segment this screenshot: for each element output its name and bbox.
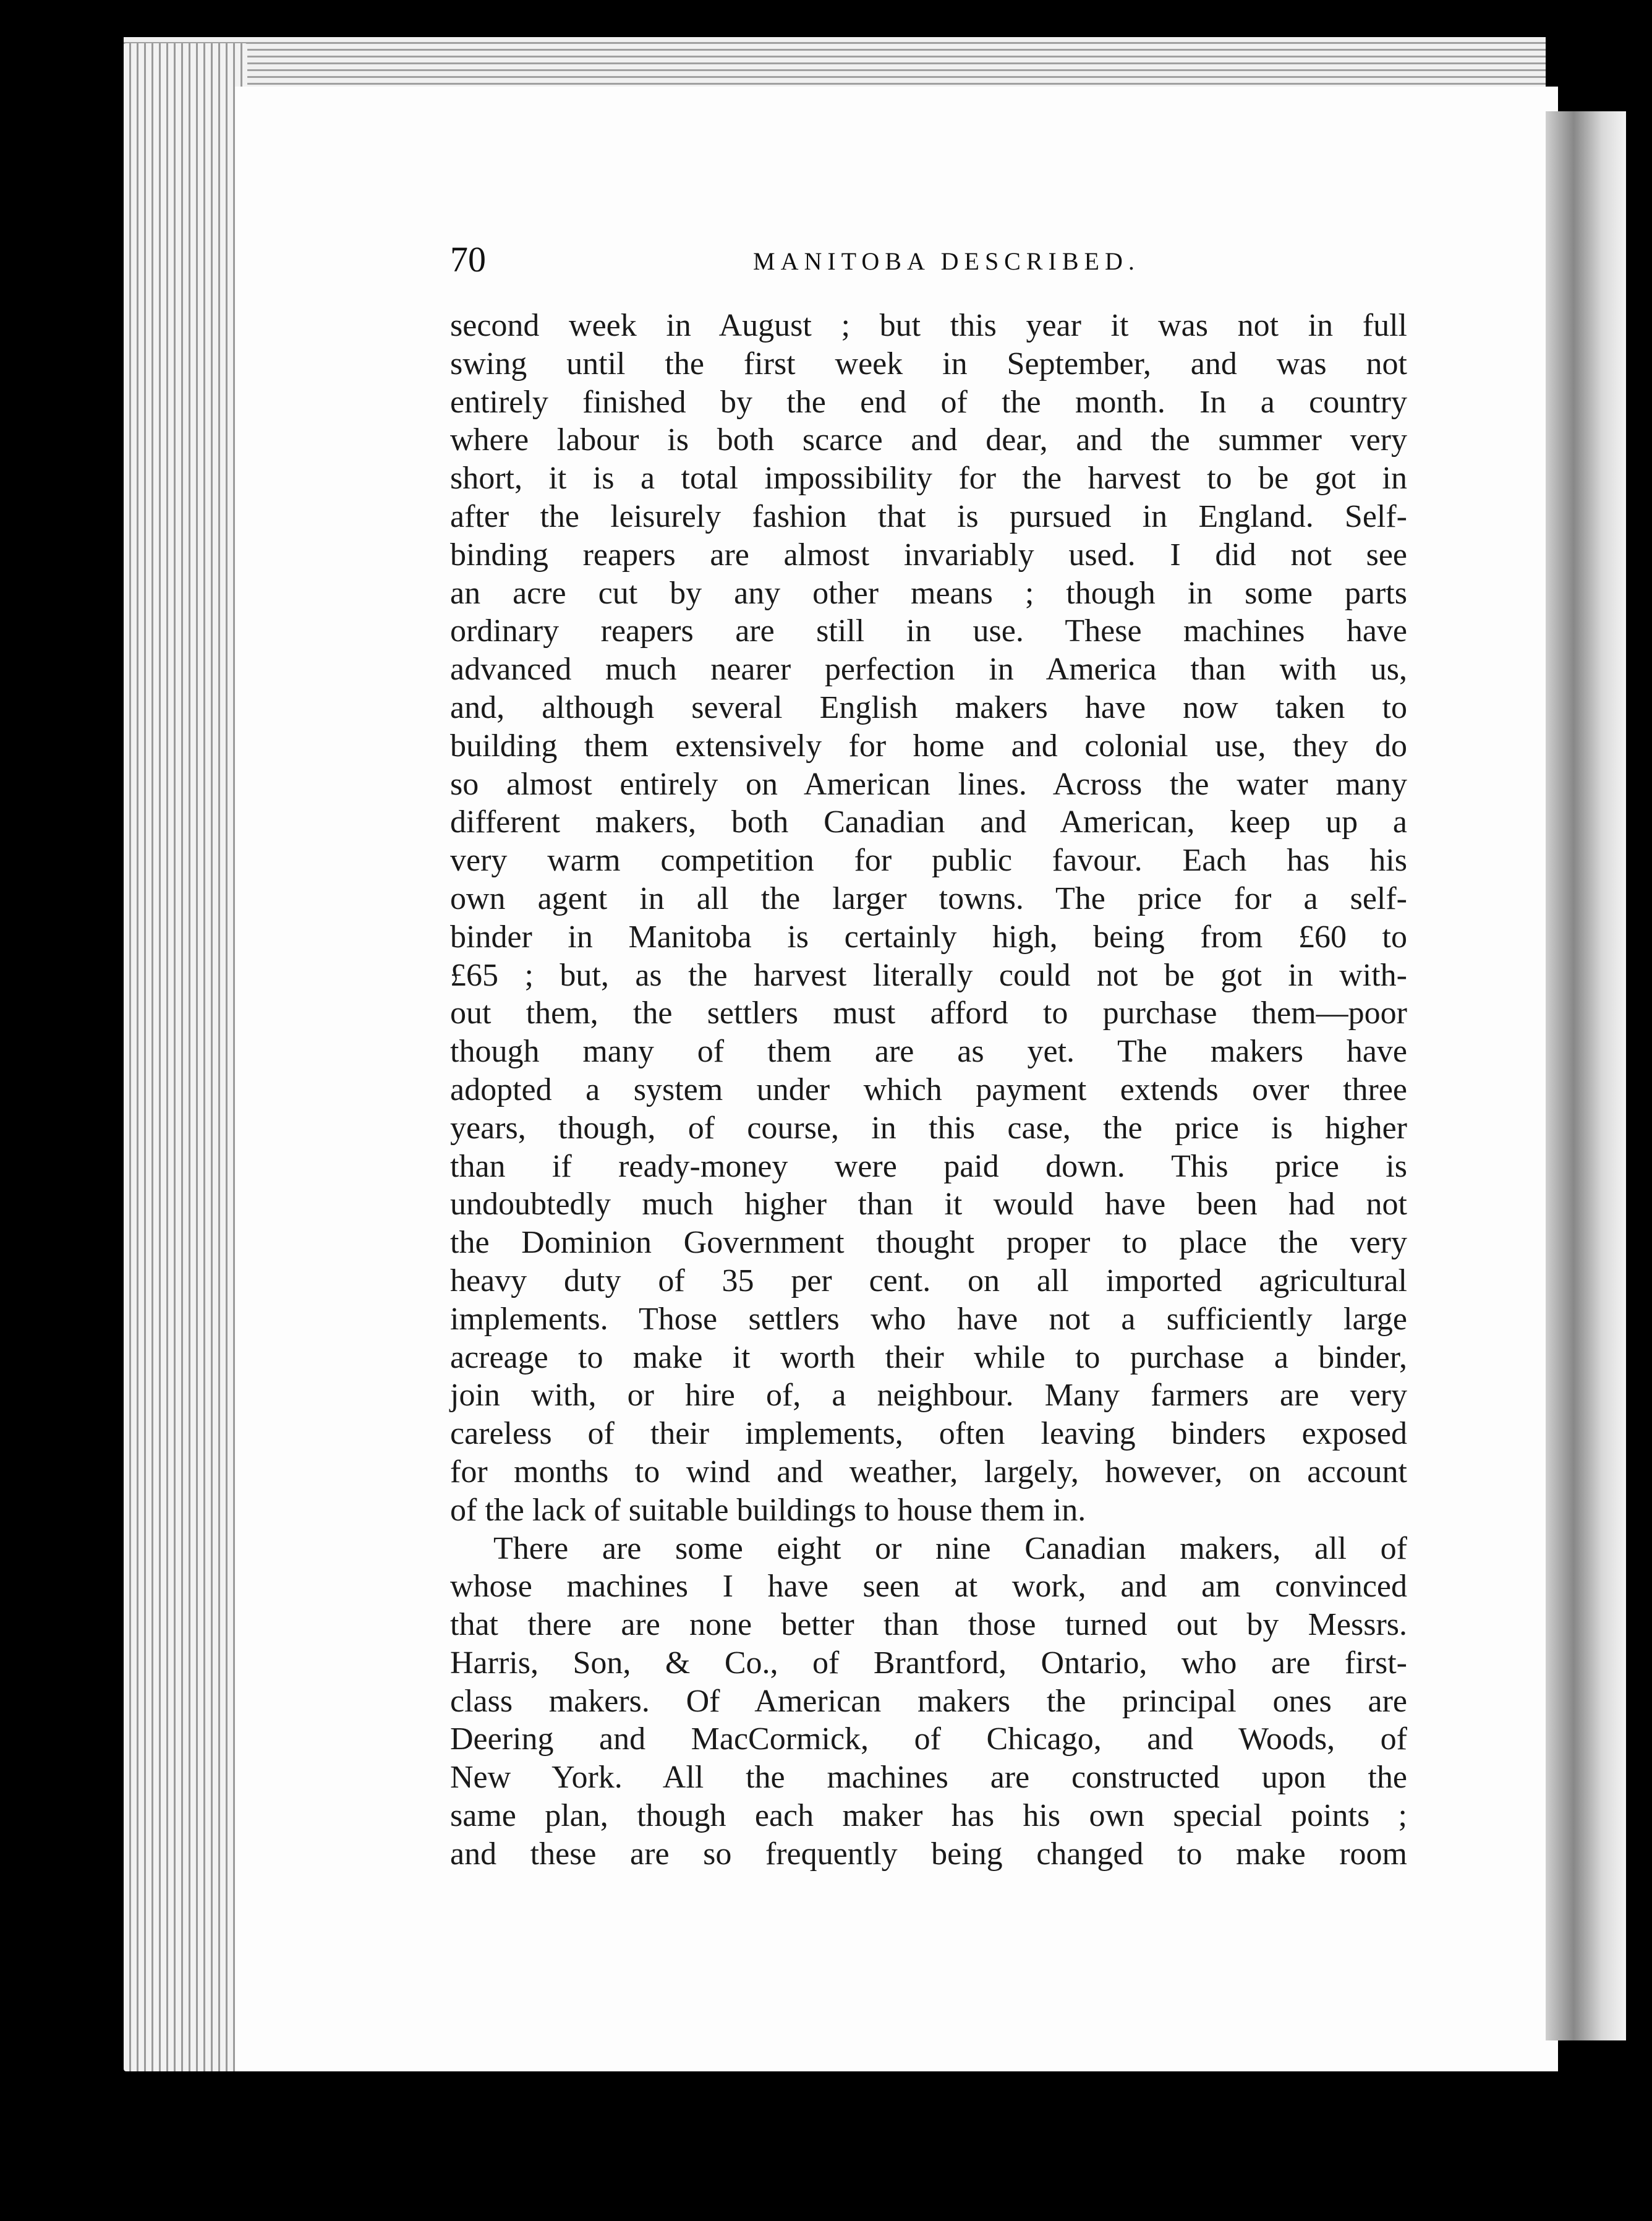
text-line: class makers. Of American makers the principal ones are <box>450 1683 1407 1719</box>
text-line: Harris, Son, & Co., of Brantford, Ontario, who are first- <box>450 1645 1407 1681</box>
text-line: join with, or hire of, a neighbour. Many farmers are very <box>450 1378 1407 1413</box>
text-line: careless of their implements, often leaving binders exposed <box>450 1416 1407 1452</box>
text-line: acreage to make it worth their while to purchase a binder, <box>450 1339 1407 1375</box>
text-line: building them extensively for home and colonial use, they do <box>450 728 1407 764</box>
text-line: undoubtedly much higher than it would have been had not <box>450 1187 1407 1222</box>
text-line: implements. Those settlers who have not a sufficiently large <box>450 1301 1407 1337</box>
text-line: out them, the settlers must afford to purchase them—poor <box>450 995 1407 1031</box>
text-line: New York. All the machines are constructed upon the <box>450 1760 1407 1796</box>
text-line: ordinary reapers are still in use. These machines have <box>450 613 1407 649</box>
text-line: same plan, though each maker has his own special points ; <box>450 1798 1407 1834</box>
text-line: that there are none better than those turned out by Messrs. <box>450 1607 1407 1643</box>
text-line: heavy duty of 35 per cent. on all imported agricultural <box>450 1263 1407 1298</box>
text-line: of the lack of suitable buildings to house them in. <box>450 1492 1086 1528</box>
page-number: 70 <box>450 239 486 279</box>
text-line: for months to wind and weather, largely, however, on account <box>450 1454 1407 1490</box>
text-line: advanced much nearer perfection in America than with us, <box>450 652 1407 688</box>
text-line: where labour is both scarce and dear, and the summer very <box>450 422 1407 458</box>
text-line: Deering and MacCormick, of Chicago, and Woods, of <box>450 1721 1407 1757</box>
text-line: though many of them are as yet. The makers have <box>450 1034 1407 1070</box>
text-line: entirely finished by the end of the month. In a country <box>450 384 1407 420</box>
book-page-edges-left <box>124 43 247 2071</box>
text-line: £65 ; but, as the harvest literally could not be got in with- <box>450 957 1407 993</box>
text-line: and these are so frequently being changed to make room <box>450 1836 1407 1872</box>
text-line: binder in Manitoba is certainly high, being from £60 to <box>450 919 1407 955</box>
book-page-edges-top <box>124 37 1546 93</box>
text-line: There are some eight or nine Canadian makers, all of <box>493 1530 1407 1566</box>
page-header <box>450 235 1415 284</box>
text-line: second week in August ; but this year it was not in full <box>450 308 1407 343</box>
text-line: very warm competition for public favour. Each has his <box>450 843 1407 879</box>
running-head: MANITOBA DESCRIBED. <box>753 247 1140 275</box>
text-line: so almost entirely on American lines. Across the water many <box>450 766 1407 802</box>
text-line: and, although several English makers have now taken to <box>450 689 1407 725</box>
text-line: an acre cut by any other means ; though in some parts <box>450 575 1407 611</box>
body-text <box>450 307 1407 1874</box>
text-line: than if ready-money were paid down. This price is <box>450 1148 1407 1184</box>
text-line: after the leisurely fashion that is pursued in England. Self- <box>450 498 1407 534</box>
text-line: own agent in all the larger towns. The price for a self- <box>450 880 1407 916</box>
text-line: years, though, of course, in this case, the price is higher <box>450 1110 1407 1146</box>
text-line: adopted a system under which payment extends over three <box>450 1072 1407 1107</box>
text-line: short, it is a total impossibility for the harvest to be got in <box>450 461 1407 497</box>
text-line: whose machines I have seen at work, and am convinced <box>450 1569 1407 1605</box>
text-line: swing until the first week in September, and was not <box>450 346 1407 382</box>
text-line: binding reapers are almost invariably used. I did not see <box>450 537 1407 573</box>
text-line: the Dominion Government thought proper to place the very <box>450 1225 1407 1261</box>
text-line: different makers, both Canadian and American, keep up a <box>450 804 1407 840</box>
book-gutter-shadow <box>1546 111 1626 2040</box>
